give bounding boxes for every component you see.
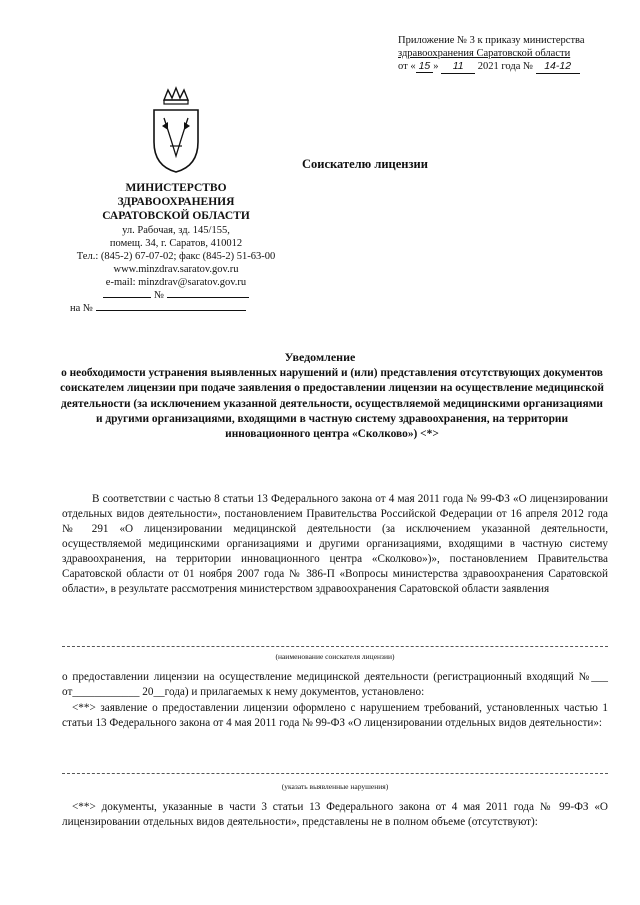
paragraph-1-text: В соответствии с частью 8 статьи 13 Федерального закона от 4 мая 2011 года № 99-ФЗ «О лицензировании отдельных видов деятельности», постановлением Правительства Российской Федерации от 16 апреля 2012 года № 291 «О лицензировании медицинской деятельности (за исключением указанной деятельности, осуществляемой медицинскими организациями и другими организациями, входящими в частную систему здравоохранения, на территории инновационного центра «Сколково»)», постановлением Правительства Саратовской области от 01 ноября 2007 года № 386-П «Вопросы министерства здравоохранения Саратовской области», в результате рассмотрения министерством здравоохранения Саратовской области заявления (62, 493, 608, 595)
ministry-website: www.minzdrav.saratov.gov.ru (113, 264, 239, 275)
appendix-line1: Приложение № 3 к приказу министерства (398, 35, 585, 46)
ministry-phone: Тел.: (845-2) 67-07-02; факс (845-2) 51-63-00 (76, 251, 276, 262)
date-prefix: от « (398, 61, 416, 72)
date-day: 15 (416, 60, 434, 73)
ministry-name-line1: МИНИСТЕРСТВО (125, 182, 227, 194)
ministry-name-line2: ЗДРАВООХРАНЕНИЯ (117, 196, 235, 208)
notice-subtitle: о необходимости устранения выявленных нарушений и (или) представления отсутствующих документов соискателем лицензии при подаче заявления о предоставлении лицензии на осуществление медицинской деятельности (за исключением указанной деятельности, осуществляемой медицинскими организациями и другими организациями, входящими в частную систему здравоохранения, на территории инновационного центра «Сколково») <*> (60, 367, 604, 441)
violations-caption: (указать выявленные нарушения) (281, 782, 389, 791)
date-number: 14-12 (536, 60, 580, 74)
ministry-number-line (70, 289, 282, 302)
coat-of-arms-icon (146, 86, 206, 176)
appendix-block (398, 34, 608, 74)
date-year: 2021 года № (477, 61, 534, 72)
na-number-line (70, 302, 246, 315)
date-month: 11 (441, 60, 475, 74)
ministry-block (70, 181, 282, 302)
ministry-address2: помещ. 34, г. Саратов, 410012 (109, 238, 243, 249)
paragraph-3: <**> заявление о предоставлении лицензии оформлено с нарушением требований, установленных частью 1 статьи 13 Федерального закона от 4 мая 2011 года № 99-ФЗ «О лицензировании отдельных видов деятельности»: (62, 702, 608, 729)
ministry-name-line3: САРАТОВСКОЙ ОБЛАСТИ (102, 210, 250, 222)
applicant-name-caption: (наименование соискателя лицензии) (275, 652, 395, 661)
ministry-email: e-mail: minzdrav@saratov.gov.ru (105, 277, 247, 288)
addressee: Соискателю лицензии (302, 157, 428, 171)
applicant-name-line (62, 646, 608, 647)
notice-title: Уведомление (284, 350, 356, 364)
date-mid: » (433, 61, 439, 72)
paragraph-4: <**> документы, указанные в части 3 статьи 13 Федерального закона от 4 мая 2011 года № 99-ФЗ «О лицензировании отдельных видов деятельности», представлены не в полном объеме (отсутствуют): (62, 801, 608, 828)
paragraph-2: о предоставлении лицензии на осуществление медицинской деятельности (регистрационный входящий №___ от____________ 20__года) и прилагаемых к нему документов, установлено: (62, 671, 608, 698)
appendix-line2: здравоохранения Саратовской области (398, 48, 571, 59)
na-label: на № (70, 303, 93, 314)
ministry-address1: ул. Рабочая, зд. 145/155, (122, 225, 230, 236)
coat-of-arms-emblem (146, 86, 206, 176)
violations-line (62, 773, 608, 774)
appendix-date-line (398, 60, 608, 74)
paragraph-1 (62, 492, 608, 597)
number-label: № (153, 290, 165, 301)
